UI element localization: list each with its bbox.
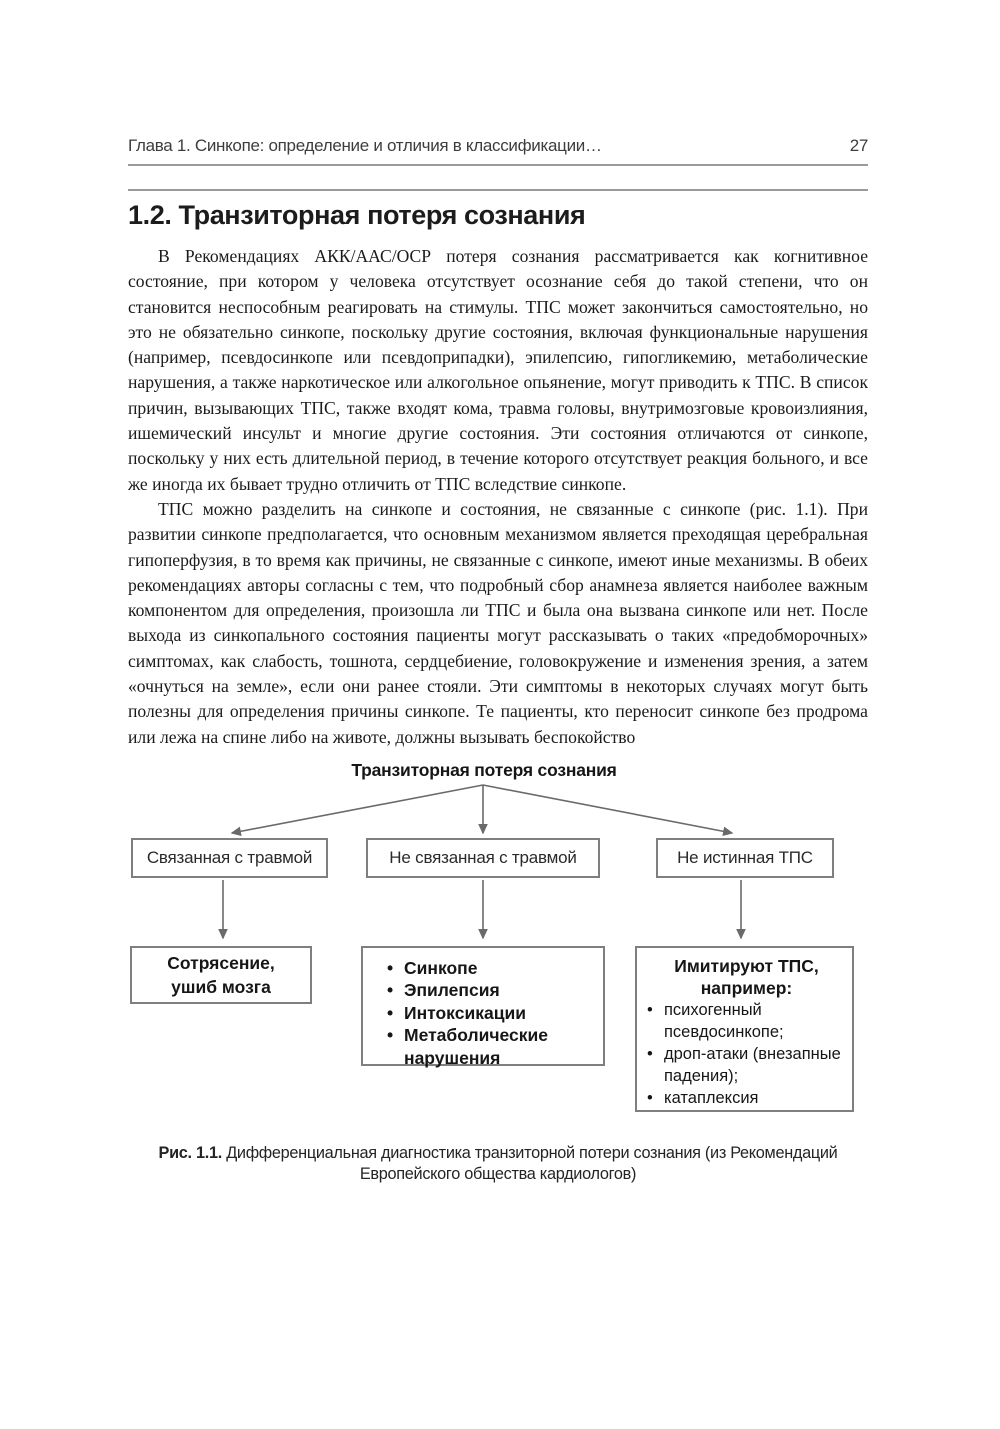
list-item	[647, 1087, 846, 1109]
flowchart-title: Транзиторная потеря сознания	[351, 759, 617, 780]
bullet-icon: •	[387, 957, 394, 978]
running-head-title: Глава 1. Синкопе: определение и отличия в классификации…	[128, 136, 602, 155]
bullet-icon: •	[647, 1088, 653, 1107]
list-item	[387, 957, 597, 980]
section-top-rule	[128, 189, 868, 191]
bullet-icon: •	[647, 1044, 653, 1063]
box-mimic-header	[647, 955, 846, 999]
box-syncope-group	[361, 946, 605, 1066]
list-item-label: Синкопе	[404, 957, 478, 978]
list-item	[387, 1002, 597, 1025]
box-concussion-line2: ушиб мозга	[171, 976, 271, 997]
figure-caption-line1: Дифференциальная диагностика транзиторной потери сознания (из Рекомендаций	[226, 1143, 838, 1162]
list-item-label: катаплексия	[664, 1088, 759, 1107]
box-mimic-header-line2: например:	[700, 977, 793, 998]
box-non-trauma-related: Не связанная с травмой	[366, 838, 600, 878]
running-head	[128, 136, 868, 156]
page-content	[128, 0, 868, 1186]
figure-caption	[128, 1143, 868, 1186]
box-trauma-related: Связанная с травмой	[131, 838, 328, 878]
box-concussion	[130, 946, 312, 1004]
section-heading: 1.2. Транзиторная потеря сознания	[128, 200, 586, 230]
list-item-label: психогенный псевдосинкопе;	[664, 1000, 784, 1041]
list-item	[647, 1043, 846, 1087]
flowchart-figure	[128, 756, 868, 1130]
bullet-icon: •	[387, 1002, 394, 1023]
box-concussion-line1: Сотрясение,	[167, 952, 275, 973]
header-rule	[128, 164, 868, 166]
box-mimic-header-line1: Имитируют ТПС,	[674, 955, 819, 976]
list-item-label: Интоксикации	[404, 1002, 526, 1023]
list-item	[647, 999, 846, 1043]
bullet-icon: •	[387, 1025, 394, 1046]
box-mimic-group	[635, 946, 854, 1112]
paragraph-2: ТПС можно разделить на синкопе и состояния, не связанные с синкопе (рис. 1.1). При развитии синкопе предполагается, что основным механизмом является преходящая церебральная гипоперфузия, в то время как причины, не связанные с синкопе, имеют иные механизмы. В обеих рекомендациях авторы согласны с тем, что подробный сбор анамнеза является наиболее важным компонентом для определения, произошла ли ТПС и была она вызвана синкопе или нет. После выхода из синкопального состояния пациенты могут рассказывать о таких «предобморочных» симптомах, как слабость, тошнота, сердцебиение, головокружение и изменения зрения, а затем «очнуться на земле», если они ранее стояли. Эти симптомы в некоторых случаях могут быть полезны для определения причины синкопе. Те пациенты, кто переносит синкопе без продрома или лежа на спине либо на животе, должны вызывать беспокойство	[128, 498, 868, 747]
body-text	[128, 244, 868, 750]
box-not-true-tloc: Не истинная ТПС	[656, 838, 834, 878]
list-item-label: дроп-атаки (внезапные падения);	[664, 1044, 841, 1085]
bullet-icon: •	[387, 980, 394, 1001]
list-item-label: Эпилепсия	[404, 980, 500, 1001]
list-item	[387, 979, 597, 1002]
page-number: 27	[849, 136, 868, 155]
figure-caption-line2: Европейского общества кардиологов)	[359, 1165, 637, 1184]
paragraph-1: В Рекомендациях АКК/ААС/ОСР потеря сознания рассматривается как когнитивное состояние, при котором у человека отсутствует осознание себя до такой степени, что он становится неспособным реагировать на стимулы. ТПС может закончиться самостоятельно, но это не обязательно синкопе, поскольку другие состояния, включая функциональные нарушения (например, псевдосинкопе или псевдоприпадки), эпилепсию, гипогликемию, метаболические нарушения, а также наркотическое или алкогольное опьянение, могут приводить к ТПС. В список причин, вызывающих ТПС, также входят кома, травма головы, внутримозговые кровоизлияния, ишемический инсульт и многие другие состояния. Эти состояния отличаются от синкопе, поскольку у них есть длительной период, в течение которого отсутствует реакция больного, и все же иногда их бывает трудно отличить от ТПС вследствие синкопе.	[128, 246, 868, 494]
list-item	[387, 1024, 597, 1069]
figure-caption-label: Рис. 1.1.	[158, 1143, 222, 1162]
list-item-label: Метаболические нарушения	[404, 1025, 548, 1068]
bullet-icon: •	[647, 1000, 653, 1019]
